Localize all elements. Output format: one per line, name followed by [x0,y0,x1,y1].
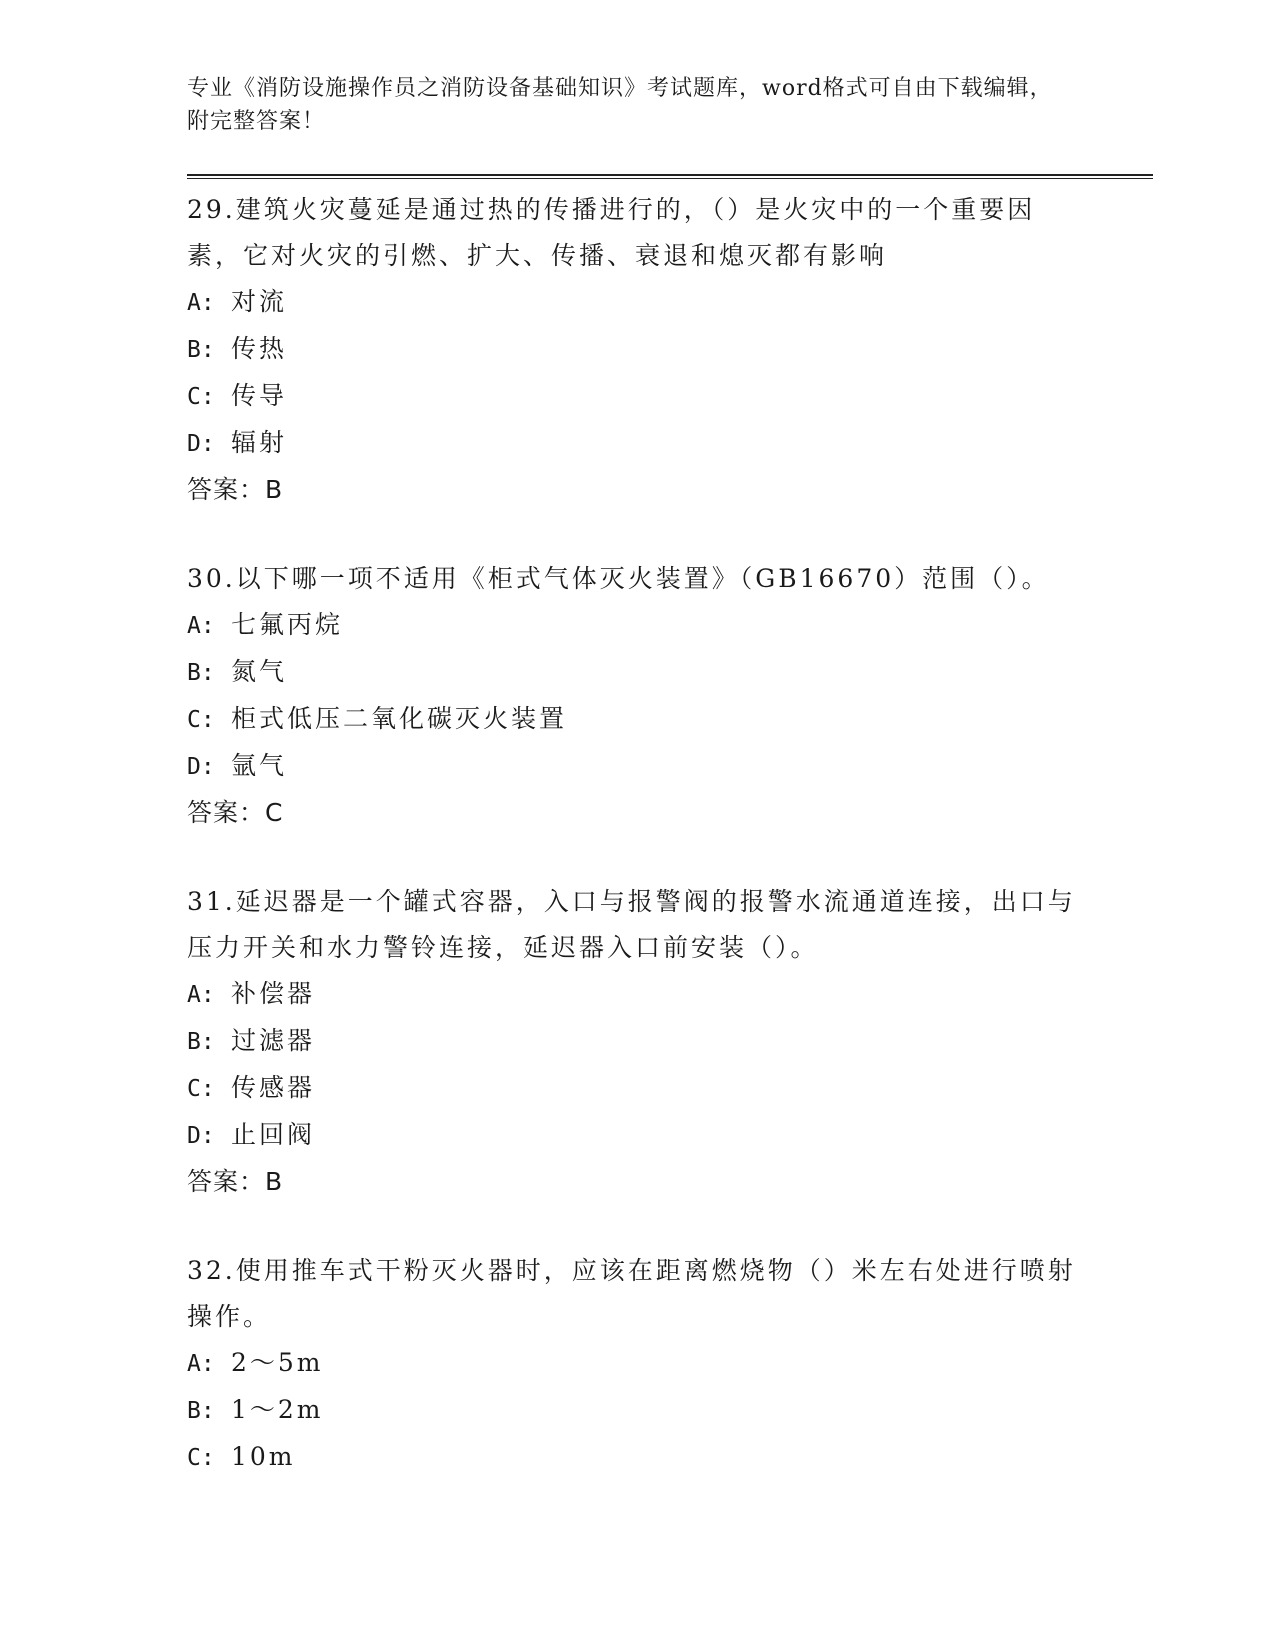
option-c [187,373,1147,420]
option-d [187,1112,1147,1159]
answer-line: 答案：B [187,1167,284,1196]
option-a [187,1340,1147,1387]
question-29 [187,187,1147,513]
option-letter: D: [187,754,215,780]
option-letter: C: [187,707,215,733]
option-letter: B: [187,660,215,686]
option-letter: C: [187,384,215,410]
option-d [187,420,1147,467]
document-page [187,72,1147,1481]
option-letter: D: [187,431,215,457]
option-text: 辐射 [231,428,288,457]
option-letter: C: [187,1445,215,1471]
option-text: 1～2m [231,1395,324,1424]
question-31 [187,879,1147,1205]
option-c [187,696,1147,743]
option-letter: D: [187,1123,215,1149]
option-b [187,1387,1147,1434]
option-text: 氩气 [231,751,288,780]
header-divider [187,174,1153,179]
option-text: 柜式低压二氧化碳灭火装置 [231,704,568,733]
question-32 [187,1248,1147,1481]
document-intro: 专业《消防设施操作员之消防设备基础知识》考试题库，word格式可自由下载编辑，附完整答案！ [187,76,1053,134]
option-text: 2～5m [231,1348,324,1377]
option-text: 传感器 [231,1073,316,1102]
option-c [187,1434,1147,1481]
option-c [187,1065,1147,1112]
option-text: 过滤器 [231,1026,316,1055]
question-30 [187,556,1147,836]
option-letter: A: [187,982,215,1008]
option-letter: A: [187,613,215,639]
option-text: 补偿器 [231,979,316,1008]
option-text: 七氟丙烷 [231,610,344,639]
option-b [187,1018,1147,1065]
question-stem: 29.建筑火灾蔓延是通过热的传播进行的，（）是火灾中的一个重要因素，它对火灾的引燃、扩大、传播、衰退和熄灭都有影响 [187,195,1036,270]
option-a [187,971,1147,1018]
option-text: 对流 [231,287,288,316]
option-text: 止回阀 [231,1120,316,1149]
option-d [187,743,1147,790]
option-text: 传热 [231,334,288,363]
question-stem: 30.以下哪一项不适用《柜式气体灭火装置》（GB16670）范围（）。 [187,564,1050,593]
option-letter: A: [187,1351,215,1377]
option-a [187,602,1147,649]
question-stem: 31.延迟器是一个罐式容器，入口与报警阀的报警水流通道连接，出口与压力开关和水力警铃连接，延迟器入口前安装（）。 [187,887,1076,962]
option-text: 传导 [231,381,288,410]
option-letter: B: [187,337,215,363]
option-text: 10m [231,1442,296,1471]
option-b [187,326,1147,373]
option-b [187,649,1147,696]
option-letter: B: [187,1398,215,1424]
answer-line: 答案：B [187,475,284,504]
option-letter: B: [187,1029,215,1055]
option-letter: C: [187,1076,215,1102]
option-letter: A: [187,290,215,316]
option-text: 氮气 [231,657,288,686]
answer-line: 答案：C [187,798,284,827]
option-a [187,279,1147,326]
question-stem: 32.使用推车式干粉灭火器时，应该在距离燃烧物（）米左右处进行喷射操作。 [187,1256,1076,1331]
